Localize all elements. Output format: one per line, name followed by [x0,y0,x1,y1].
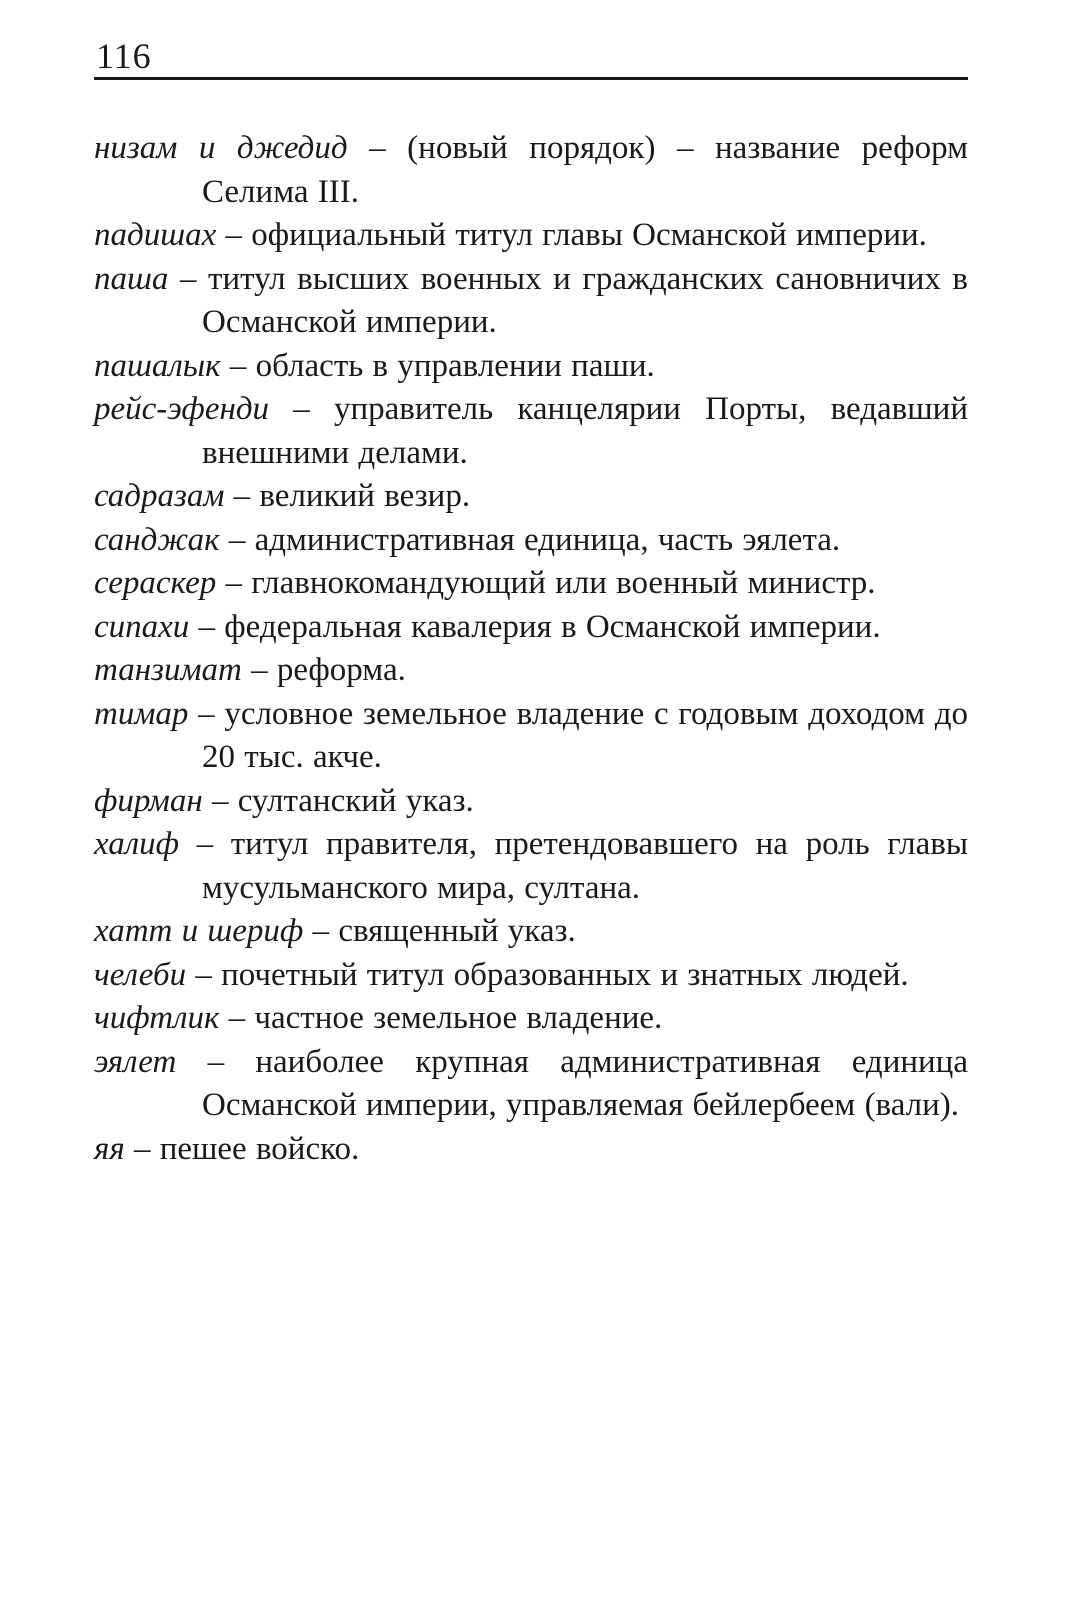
glossary-term: садразам [94,478,225,514]
glossary-definition: – официальный титул главы Османской империи. [216,217,927,253]
glossary-entry [94,693,968,780]
glossary-term: танзимат [94,652,242,688]
glossary-definition: – реформа. [241,652,406,688]
glossary-entry [94,258,968,345]
glossary-entry [94,823,968,910]
glossary-term: санджак [94,521,220,558]
page-number: 116 [96,36,152,76]
glossary-entry [94,1041,968,1128]
glossary-term: пашалык [94,347,221,384]
glossary-term: падишах [94,217,217,253]
glossary-entry [94,519,968,563]
glossary-entry [94,954,968,998]
glossary-entry [94,780,968,824]
glossary-term: хатт и шериф [94,913,304,949]
glossary-term: эялет [94,1043,177,1080]
glossary-term: фирман [94,782,203,819]
glossary-term: низам и джедид [94,130,348,166]
header-rule [94,77,968,80]
glossary-term: челеби [94,956,187,993]
glossary-definition: – пешее войско. [124,1130,360,1167]
glossary-term: рейс-эфенди [94,391,270,427]
glossary-entry [94,475,968,519]
glossary-definition: – великий везир. [224,478,471,514]
glossary-entry [94,562,968,606]
glossary-term: сераскер [94,565,217,601]
glossary-definition: – частное земельное владение. [219,1000,663,1036]
glossary-definition: – условное земельное владение с годовым доходом до 20 тыс. акче. [188,695,968,775]
glossary-entry [94,1128,968,1172]
glossary-definition: – федеральная кавалерия в Османской империи. [189,608,881,645]
glossary-definition: – наиболее крупная административная единица Османской империи, управляемая бейлербеем (вали). [176,1043,968,1123]
glossary-entry [94,997,968,1041]
glossary-definition: – титул правителя, претендовавшего на роль главы мусульманского мира, султана. [179,826,968,906]
glossary-definition: – область в управлении паши. [220,347,655,384]
glossary-definition: – почетный титул образованных и знатных людей. [186,956,909,993]
glossary-definition: – султанский указ. [202,782,474,819]
glossary-definition: – административная единица, часть эялета. [219,521,841,558]
glossary-definition: – священный указ. [303,913,576,949]
glossary-definition: – (новый порядок) – название реформ Селима III. [202,130,968,210]
glossary-definition: – титул высших военных и гражданских сановничих в Османской империи. [168,260,968,340]
glossary-term: халиф [94,826,180,862]
glossary-definition: – управитель канцелярии Порты, ведавший внешними делами. [202,391,968,471]
glossary-entry [94,910,968,954]
glossary-entry [94,388,968,475]
glossary-entry [94,214,968,258]
glossary-term: сипахи [94,608,190,645]
glossary-term: тимар [94,695,189,732]
glossary-entry [94,345,968,389]
glossary-entry [94,606,968,650]
glossary-entry [94,649,968,693]
glossary-list [94,127,968,1171]
glossary-entry [94,127,968,214]
glossary-term: чифтлик [94,1000,220,1036]
glossary-term: паша [94,260,169,297]
glossary-definition: – главнокомандующий или военный министр. [216,565,876,601]
glossary-term: яя [94,1130,125,1167]
